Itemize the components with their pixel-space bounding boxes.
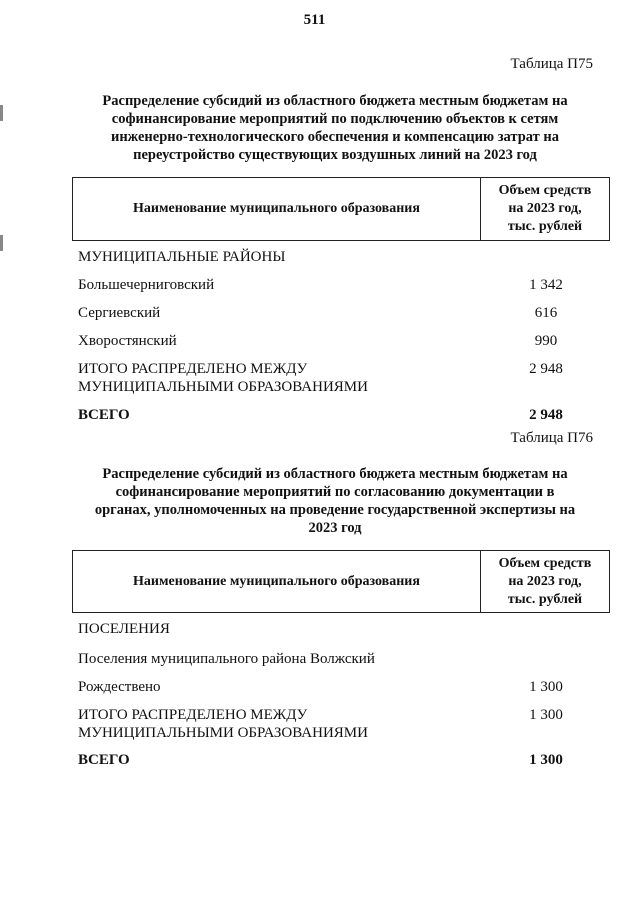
row-name: ПОСЕЛЕНИЯ	[78, 621, 170, 637]
header-name-column: Наименование муниципального образования	[73, 178, 481, 240]
title-line: инженерно-технологического обеспечения и компенсацию затрат на	[110, 129, 560, 145]
header-value-line: Объем средств	[498, 183, 592, 198]
table-row-total-distributed	[78, 706, 610, 742]
row-value: 616	[534, 305, 558, 321]
row-name: МУНИЦИПАЛЬНЫЕ РАЙОНЫ	[78, 249, 286, 265]
title-line: органах, уполномоченных на проведение государственной экспертизы на	[94, 502, 576, 518]
table-header	[72, 550, 610, 613]
row-value: 1 342	[529, 277, 563, 293]
row-value: 1 300	[529, 752, 563, 768]
header-value-column	[481, 178, 609, 240]
row-value	[482, 620, 610, 638]
title-line: софинансирование мероприятий по согласованию документации в	[115, 484, 555, 500]
table-label: Таблица П76	[510, 430, 593, 446]
header-name-column: Наименование муниципального образования	[73, 551, 481, 612]
row-name-line: ИТОГО РАСПРЕДЕЛЕНО МЕЖДУ	[78, 707, 308, 723]
header-value-line: тыс. рублей	[507, 591, 583, 607]
row-value: 1 300	[529, 707, 563, 723]
row-name: Рождествено	[78, 679, 161, 695]
row-name: ВСЕГО	[78, 752, 130, 768]
title-line: 2023 год	[308, 520, 362, 536]
row-value	[482, 248, 610, 266]
scan-margin-mark	[0, 105, 3, 121]
title-line: Распределение субсидий из областного бюджета местным бюджетам на	[102, 466, 568, 482]
table-label: Таблица П75	[510, 56, 593, 72]
header-value-line: на 2023 год,	[508, 201, 582, 216]
page-number: 511	[303, 12, 326, 28]
table-row	[78, 332, 610, 350]
table-row	[78, 620, 610, 638]
row-name-line: МУНИЦИПАЛЬНЫМИ ОБРАЗОВАНИЯМИ	[78, 379, 368, 395]
table-row	[78, 248, 610, 266]
row-name: Сергиевский	[78, 305, 161, 321]
scan-margin-mark	[0, 235, 3, 251]
table-row-total-distributed	[78, 360, 610, 396]
row-name: Поселения муниципального района Волжский	[78, 651, 375, 667]
table-row-grand-total	[78, 406, 610, 424]
header-value-line: Объем средств	[498, 555, 592, 571]
header-value-column	[481, 551, 609, 612]
row-value: 990	[534, 333, 558, 349]
row-name: ВСЕГО	[78, 407, 130, 423]
title-line: Распределение субсидий из областного бюджета местным бюджетам на	[102, 93, 568, 109]
table-row-grand-total	[78, 751, 610, 769]
header-value-line: на 2023 год,	[508, 573, 582, 589]
table-header	[72, 177, 610, 241]
row-value: 2 948	[529, 361, 563, 377]
row-name-line: ИТОГО РАСПРЕДЕЛЕНО МЕЖДУ	[78, 361, 308, 377]
table-row	[78, 650, 610, 668]
row-name-line: МУНИЦИПАЛЬНЫМИ ОБРАЗОВАНИЯМИ	[78, 725, 368, 741]
table-title	[80, 465, 590, 537]
table-row	[78, 304, 610, 322]
row-name: Большечерниговский	[78, 277, 215, 293]
title-line: переустройство существующих воздушных линий на 2023 год	[133, 147, 537, 163]
row-name: Хворостянский	[78, 333, 177, 349]
table-row	[78, 678, 610, 696]
header-value-line: тыс. рублей	[507, 219, 583, 234]
row-value: 1 300	[529, 679, 563, 695]
table-row	[78, 276, 610, 294]
row-value	[482, 650, 610, 668]
table-title	[80, 92, 590, 164]
title-line: софинансирование мероприятий по подключению объектов к сетям	[111, 111, 559, 127]
row-value: 2 948	[529, 407, 563, 423]
